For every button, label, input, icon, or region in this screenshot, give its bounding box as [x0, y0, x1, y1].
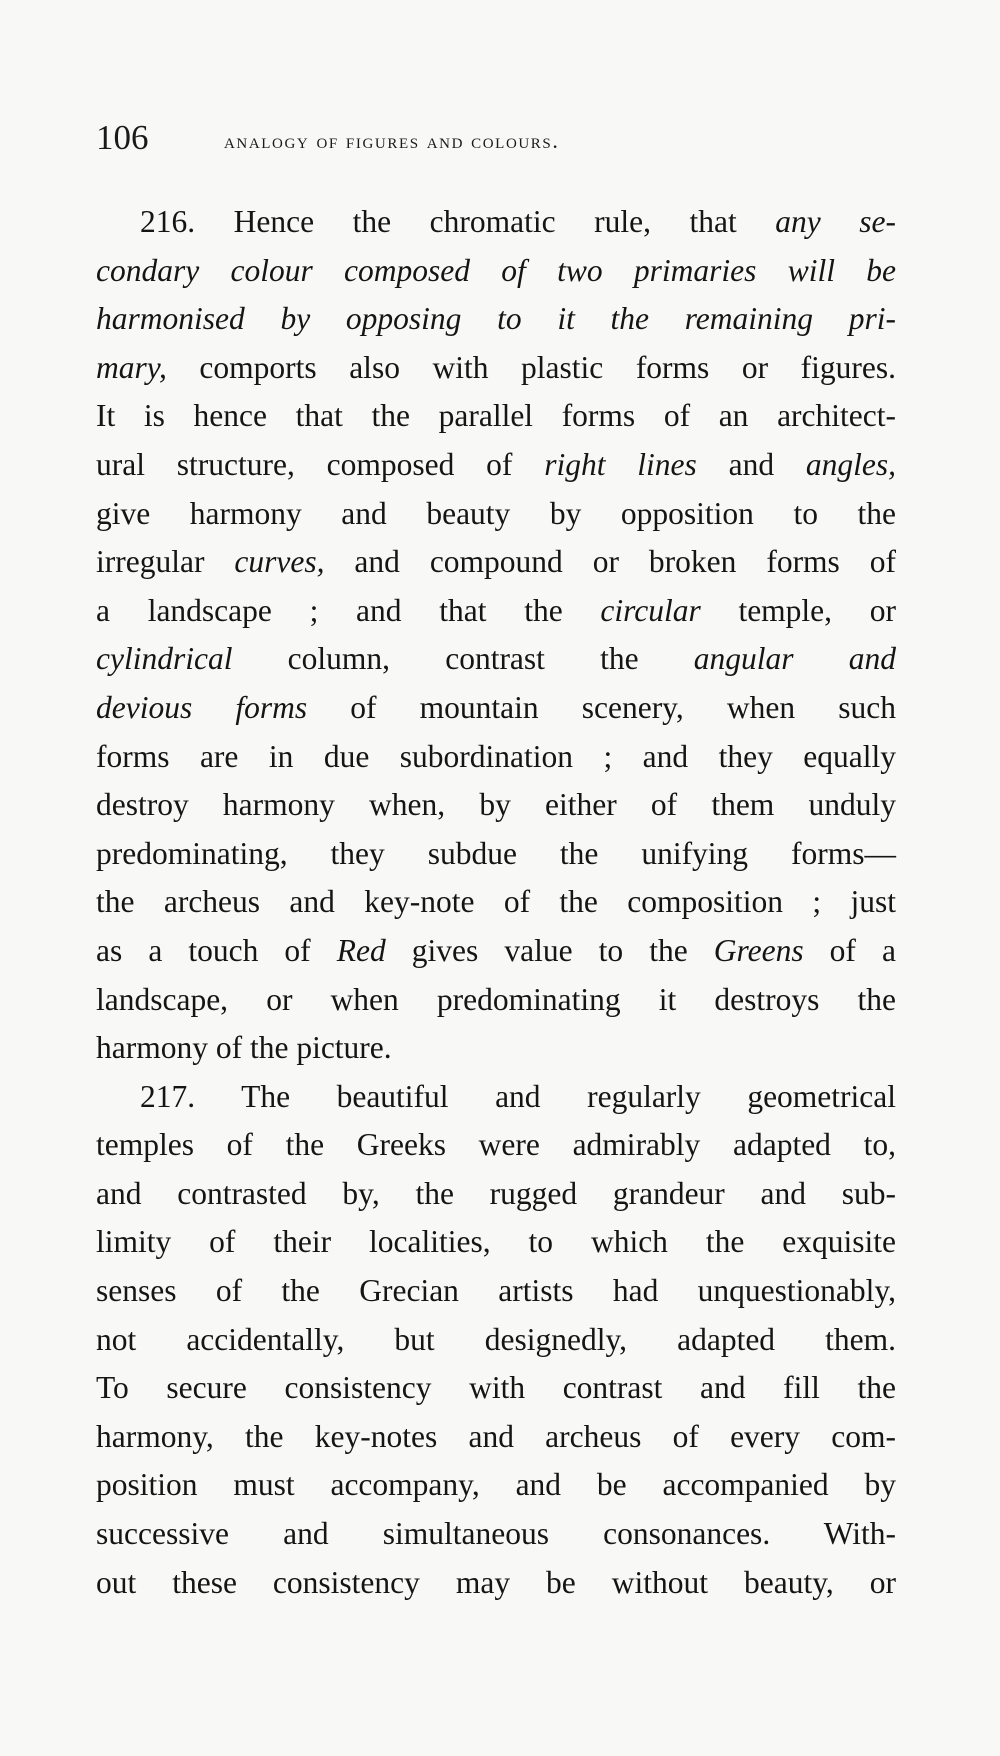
text-line — [96, 878, 896, 927]
text-line — [96, 538, 896, 587]
italic-text: right lines — [544, 446, 697, 482]
text-segment: 217. The beautiful and regularly geometrical — [140, 1078, 896, 1114]
text-line — [96, 247, 896, 296]
text-line — [96, 587, 896, 636]
text-line — [96, 295, 896, 344]
text-segment: and — [696, 446, 806, 482]
text-line — [96, 392, 896, 441]
text-segment: and contrasted by, the rugged grandeur and sub- — [96, 1175, 896, 1211]
italic-text: devious forms — [96, 689, 308, 725]
text-segment: destroy harmony when, by either of them unduly — [96, 787, 896, 823]
text-segment: column, contrast the — [232, 641, 694, 677]
body-text — [96, 198, 896, 1607]
text-line — [96, 1267, 896, 1316]
italic-text: Red — [336, 932, 386, 968]
text-segment: landscape, or when predominating it destroys the — [96, 981, 896, 1017]
text-line — [96, 344, 896, 393]
text-segment: not accidentally, but designedly, adapted them. — [96, 1321, 896, 1357]
italic-text: cylindrical — [96, 641, 233, 677]
text-line — [96, 198, 896, 247]
text-line — [96, 1073, 896, 1122]
italic-text: harmonised by opposing to it the remaining pri- — [96, 301, 896, 337]
text-line — [96, 441, 896, 490]
text-line — [96, 1461, 896, 1510]
italic-text: angular and — [693, 641, 896, 677]
running-head — [96, 118, 906, 168]
text-line — [96, 1218, 896, 1267]
text-line — [96, 1510, 896, 1559]
italic-text: any se- — [775, 204, 896, 239]
italic-text: angles, — [805, 446, 897, 482]
text-line — [96, 684, 896, 733]
text-segment: predominating, they subdue the unifying forms— — [96, 835, 896, 871]
text-segment: harmony, the key-notes and archeus of every com- — [96, 1418, 896, 1454]
text-segment: successive and simultaneous consonances. With- — [96, 1516, 896, 1552]
italic-text: Greens — [713, 932, 804, 968]
text-segment: ural structure, composed of — [96, 446, 545, 482]
text-line — [96, 1559, 896, 1608]
running-title: analogy of figures and colours. — [224, 128, 560, 153]
italic-text: curves, — [234, 544, 325, 580]
text-segment: comports also with plastic forms or figures. — [166, 349, 896, 385]
text-segment: irregular — [96, 544, 235, 580]
text-segment: out these consistency may be without beauty, or — [96, 1564, 896, 1600]
italic-text: condary colour composed of two primaries will be — [96, 252, 896, 288]
text-segment: limity of their localities, to which the exquisite — [96, 1224, 896, 1260]
text-line — [96, 1170, 896, 1219]
text-segment: To secure consistency with contrast and fill the — [96, 1370, 896, 1406]
text-line — [96, 733, 896, 782]
text-line — [96, 635, 896, 684]
text-line — [96, 490, 896, 539]
text-segment: gives value to the — [385, 932, 714, 968]
text-segment: forms are in due subordination ; and they equally — [96, 738, 896, 774]
paragraph-216 — [96, 198, 896, 1073]
text-segment: position must accompany, and be accompanied by — [96, 1467, 896, 1503]
text-line — [96, 1364, 896, 1413]
text-line — [96, 1413, 896, 1462]
paragraph-217 — [96, 1073, 896, 1608]
text-line — [96, 976, 896, 1025]
text-segment: give harmony and beauty by opposition to the — [96, 495, 896, 531]
text-line — [96, 830, 896, 879]
text-segment: and compound or broken forms of — [324, 544, 896, 580]
text-segment: It is hence that the parallel forms of an architect- — [96, 398, 896, 434]
page-number: 106 — [96, 118, 149, 157]
text-segment: of mountain scenery, when such — [307, 689, 896, 725]
text-segment: 216. Hence the chromatic rule, that — [140, 204, 776, 239]
text-line — [96, 1024, 896, 1073]
text-line — [96, 781, 896, 830]
text-segment: temple, or — [700, 592, 896, 628]
text-segment: the archeus and key-note of the composition ; just — [96, 884, 896, 920]
text-segment: of a — [803, 932, 896, 968]
text-line — [96, 1316, 896, 1365]
text-segment: harmony of the picture. — [96, 1030, 392, 1066]
text-segment: as a touch of — [96, 932, 337, 968]
italic-text: circular — [600, 592, 701, 628]
italic-text: mary, — [96, 349, 167, 385]
text-segment: temples of the Greeks were admirably adapted to, — [96, 1127, 896, 1163]
text-line — [96, 1121, 896, 1170]
text-segment: a landscape ; and that the — [96, 592, 601, 628]
text-line — [96, 927, 896, 976]
text-segment: senses of the Grecian artists had unquestionably, — [96, 1273, 896, 1309]
